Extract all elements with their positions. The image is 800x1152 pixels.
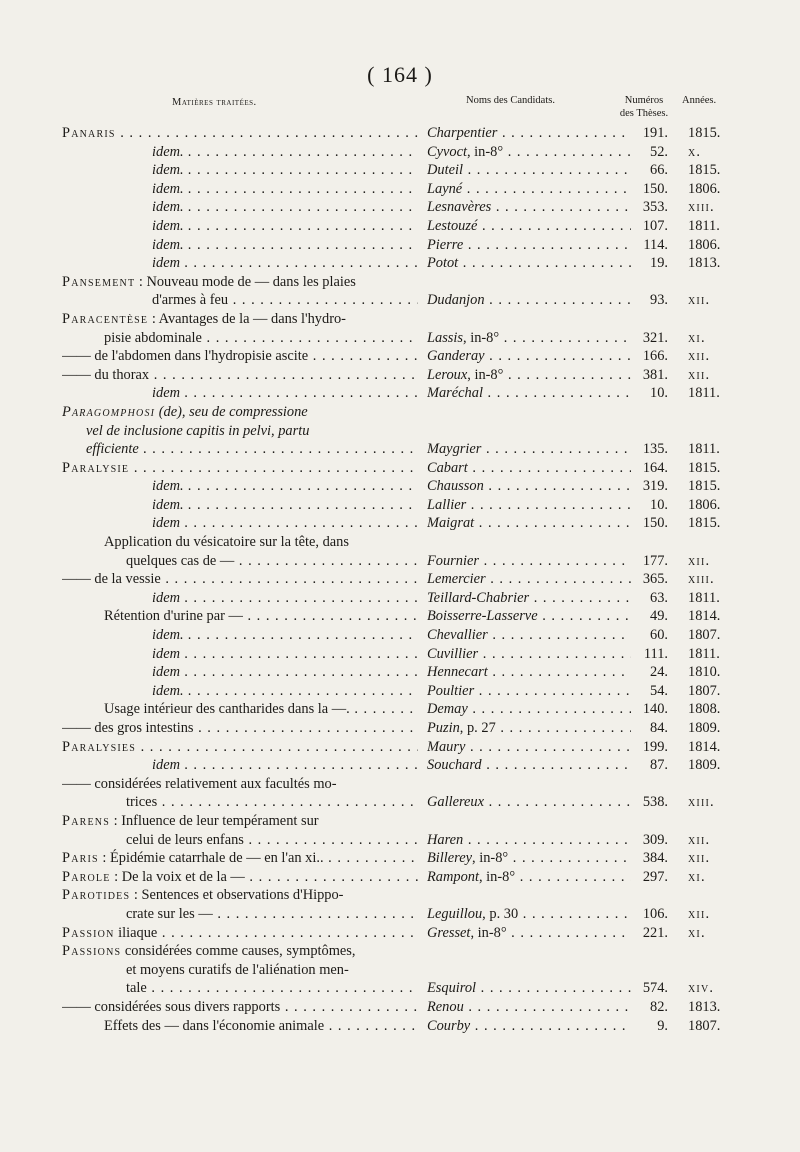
candidate-surname: Renou — [427, 998, 464, 1015]
candidate-surname: Fournier — [427, 552, 479, 569]
candidate-surname: Courby — [427, 1017, 471, 1034]
candidate-name — [427, 793, 631, 812]
thesis-number: 353. — [642, 199, 668, 216]
thesis-number: 199. — [642, 738, 668, 755]
thesis-year: 1815. — [688, 478, 721, 495]
subject-text: quelques cas de — . . . — [126, 552, 418, 571]
thesis-number: 49. — [650, 608, 668, 625]
index-row — [0, 719, 800, 738]
index-row — [0, 347, 800, 366]
subject-text: d'armes à feu . . . — [152, 291, 418, 310]
candidate-surname: Lassis — [427, 329, 463, 346]
index-row — [0, 329, 800, 348]
subject-text: idem. . . . — [152, 236, 418, 255]
subject-heading: Passions considérées comme causes, symptômes, — [62, 943, 356, 960]
thesis-number: 114. — [643, 236, 668, 253]
candidate-surname: Rampont — [427, 868, 479, 885]
candidate-name — [427, 180, 631, 199]
candidate-name — [427, 1017, 631, 1036]
candidate-format: , in-8° — [466, 143, 504, 160]
index-row — [0, 812, 800, 831]
thesis-year: 1809. — [688, 757, 721, 774]
subject-heading: Paralysie . . . — [62, 459, 418, 478]
candidate-name — [427, 477, 631, 496]
candidate-name — [427, 217, 631, 236]
thesis-year: xi. — [688, 329, 706, 346]
candidate-name — [427, 236, 631, 255]
index-row — [0, 700, 800, 719]
header-numbers — [604, 94, 684, 120]
thesis-year: 1811. — [688, 217, 720, 234]
subject-text: idem. . . . — [152, 682, 418, 701]
thesis-number: 164. — [642, 459, 668, 476]
thesis-number: 321. — [642, 329, 668, 346]
candidate-surname: Cuvillier — [427, 645, 479, 662]
candidate-surname: Haren — [427, 831, 464, 848]
candidate-name — [427, 682, 631, 701]
thesis-number: 191. — [642, 125, 668, 141]
candidate-name — [427, 998, 631, 1017]
thesis-year: 1807. — [688, 627, 721, 644]
index-row — [0, 905, 800, 924]
thesis-year: 1813. — [688, 998, 721, 1015]
candidate-name — [427, 329, 631, 348]
candidate-surname: Lestouzé — [427, 217, 478, 234]
thesis-year: 1813. — [688, 255, 721, 272]
candidate-name — [427, 124, 631, 143]
index-row — [0, 180, 800, 199]
header-numbers-line1: Numéros — [624, 95, 664, 106]
index-row — [0, 143, 800, 162]
index-row — [0, 198, 800, 217]
candidate-format: , in-8° — [467, 366, 504, 383]
candidate-surname: Maigrat — [427, 515, 475, 532]
subject-text: idem. . . . — [152, 161, 418, 180]
thesis-number: 297. — [642, 868, 668, 885]
candidate-name — [427, 905, 631, 924]
candidate-surname: Boisserre-Lasserve — [427, 608, 538, 625]
index-row — [0, 422, 800, 441]
index-row — [0, 291, 800, 310]
candidate-surname: Gresset — [427, 924, 471, 941]
thesis-number: 84. — [650, 720, 668, 736]
index-row — [0, 496, 800, 515]
thesis-year: 1809. — [688, 720, 721, 736]
candidate-name — [427, 254, 631, 273]
candidate-format: , p. 27 — [459, 720, 496, 736]
subject-text: idem. . . . — [152, 217, 418, 236]
candidate-name — [427, 607, 631, 626]
subject-text: idem . . . — [152, 756, 418, 775]
thesis-number: 93. — [650, 292, 668, 309]
index-row — [0, 236, 800, 255]
index-row — [0, 403, 800, 422]
candidate-surname: Chevallier — [427, 627, 488, 644]
thesis-number: 135. — [642, 441, 668, 458]
thesis-number: 52. — [650, 143, 668, 160]
thesis-year: 1810. — [688, 664, 721, 681]
candidate-name — [427, 459, 631, 478]
subject-text: idem . . . — [152, 384, 418, 403]
index-row — [0, 124, 800, 143]
candidate-name — [427, 384, 631, 403]
subject-text: idem. . . . — [152, 143, 418, 162]
index-row — [0, 273, 800, 292]
subject-text: et moyens curatifs de l'aliénation men- — [126, 961, 349, 978]
candidate-name — [427, 514, 631, 533]
candidate-name — [427, 626, 631, 645]
subject-text: tale . . . — [126, 979, 418, 998]
subject-heading: Passion iliaque . . . — [62, 924, 418, 943]
thesis-year: 1814. — [688, 738, 721, 755]
subject-heading: Parens : Influence de leur tempérament sur — [62, 812, 319, 829]
subject-heading: Paragomphosi (de), seu de compressione — [62, 403, 308, 420]
candidate-surname: Lallier — [427, 496, 467, 513]
thesis-number: 111. — [643, 645, 668, 662]
index-table — [0, 124, 800, 1035]
candidate-surname: Ganderay — [427, 348, 485, 365]
thesis-number: 63. — [650, 589, 668, 606]
index-row — [0, 849, 800, 868]
candidate-name — [427, 589, 631, 608]
candidate-surname: Lemercier — [427, 571, 486, 588]
subject-heading: Parotides : Sentences et observations d'Hippo- — [62, 887, 344, 904]
subject-heading: Paralysies . . . — [62, 738, 418, 757]
subject-text: —— de la vessie . . . — [62, 570, 418, 589]
candidate-surname: Charpentier — [427, 125, 498, 141]
subject-text: idem . . . — [152, 514, 418, 533]
index-row — [0, 961, 800, 980]
candidate-name — [427, 570, 631, 589]
subject-text: Rétention d'urine par — . . . — [104, 607, 418, 626]
candidate-name — [427, 831, 631, 850]
thesis-year: 1815. — [688, 162, 721, 179]
candidate-name — [427, 552, 631, 571]
candidate-name — [427, 849, 631, 868]
thesis-year: 1806. — [688, 496, 721, 513]
thesis-number: 166. — [642, 348, 668, 365]
candidate-name — [427, 291, 631, 310]
thesis-year: 1815. — [688, 125, 721, 141]
thesis-number: 309. — [642, 831, 668, 848]
thesis-number: 9. — [657, 1017, 668, 1034]
subject-text: Usage intérieur des cantharides dans la —. . . . — [104, 700, 418, 719]
index-row — [0, 663, 800, 682]
subject-text: idem . . . — [152, 663, 418, 682]
candidate-name — [427, 198, 631, 217]
thesis-number: 66. — [650, 162, 668, 179]
thesis-year: 1806. — [688, 180, 721, 197]
candidate-surname: Puzin — [427, 720, 460, 736]
thesis-year: 1811. — [688, 441, 720, 458]
thesis-year: xiii. — [688, 571, 715, 588]
thesis-year: 1807. — [688, 1017, 721, 1034]
thesis-number: 19. — [650, 255, 668, 272]
subject-text: idem . . . — [152, 254, 418, 273]
index-row — [0, 793, 800, 812]
candidate-surname: Maygrier — [427, 441, 482, 458]
candidate-surname: Potot — [427, 255, 459, 272]
subject-text: pisie abdominale . . . — [104, 329, 418, 348]
candidate-surname: Cabart — [427, 459, 468, 476]
thesis-year: xi. — [688, 868, 706, 885]
subject-text: —— considérées relativement aux facultés mo- — [62, 775, 337, 792]
index-row — [0, 384, 800, 403]
subject-text: efficiente . . . — [86, 440, 418, 459]
thesis-number: 87. — [650, 757, 668, 774]
index-row — [0, 738, 800, 757]
index-row — [0, 514, 800, 533]
subject-text: idem . . . — [152, 645, 418, 664]
thesis-number: 150. — [642, 180, 668, 197]
thesis-year: xiv. — [688, 980, 715, 997]
candidate-name — [427, 924, 631, 943]
candidate-surname: Lesnavères — [427, 199, 492, 216]
thesis-year: 1807. — [688, 682, 721, 699]
thesis-number: 384. — [642, 850, 668, 867]
candidate-surname: Layné — [427, 180, 463, 197]
candidate-name — [427, 979, 631, 998]
subject-text: —— de l'abdomen dans l'hydropisie ascite . . . — [62, 347, 418, 366]
index-row — [0, 533, 800, 552]
thesis-number: 106. — [642, 905, 668, 922]
thesis-number: 140. — [642, 701, 668, 718]
thesis-year: xii. — [688, 348, 711, 365]
index-row — [0, 756, 800, 775]
index-row — [0, 366, 800, 385]
index-row — [0, 552, 800, 571]
candidate-surname: Demay — [427, 701, 468, 718]
thesis-year: 1811. — [688, 645, 720, 662]
candidate-name — [427, 143, 631, 162]
candidate-name — [427, 645, 631, 664]
thesis-year: 1811. — [688, 385, 720, 402]
candidate-surname: Cyvoct — [427, 143, 467, 160]
thesis-year: xii. — [688, 831, 711, 848]
candidate-format: , in-8° — [472, 850, 509, 867]
candidate-surname: Hennecart — [427, 664, 488, 681]
thesis-year: 1811. — [688, 589, 720, 606]
thesis-year: xi. — [688, 924, 706, 941]
thesis-number: 54. — [650, 682, 668, 699]
subject-heading: Parole : De la voix et de la — . . . — [62, 868, 418, 887]
index-row — [0, 254, 800, 273]
subject-text: trices . . . — [126, 793, 418, 812]
thesis-year: xiii. — [688, 199, 715, 216]
subject-text: Effets des — dans l'économie animale . . . — [104, 1017, 418, 1036]
subject-heading: Pansement : Nouveau mode de — dans les plaies — [62, 273, 356, 290]
header-years: Années. — [682, 95, 717, 106]
thesis-year: 1814. — [688, 608, 721, 625]
subject-text: idem. . . . — [152, 198, 418, 217]
thesis-year: xii. — [688, 850, 711, 867]
candidate-format: , in-8° — [463, 329, 500, 346]
index-row — [0, 998, 800, 1017]
index-row — [0, 886, 800, 905]
subject-text: —— considérées sous divers rapports . . . — [62, 998, 418, 1017]
index-row — [0, 217, 800, 236]
thesis-number: 538. — [642, 794, 668, 811]
candidate-name — [427, 347, 631, 366]
subject-text: —— des gros intestins . . . — [62, 719, 418, 738]
candidate-surname: Teillard-Chabrier — [427, 589, 530, 606]
index-row — [0, 1017, 800, 1036]
candidate-surname: Souchard — [427, 757, 482, 774]
index-row — [0, 831, 800, 850]
index-row — [0, 440, 800, 459]
thesis-number: 107. — [642, 217, 668, 234]
candidate-format: , in-8° — [478, 868, 516, 885]
thesis-year: xii. — [688, 292, 711, 309]
subject-heading: Panaris . . . — [62, 124, 418, 143]
candidate-name — [427, 161, 631, 180]
subject-text: idem. . . . — [152, 496, 418, 515]
index-row — [0, 589, 800, 608]
thesis-year: 1815. — [688, 459, 721, 476]
thesis-year: 1808. — [688, 701, 721, 718]
subject-text: vel de inclusione capitis in pelvi, partu — [86, 422, 310, 439]
thesis-number: 10. — [650, 385, 668, 402]
candidate-surname: Poultier — [427, 682, 475, 699]
thesis-number: 82. — [650, 998, 668, 1015]
candidate-surname: Leroux — [427, 366, 468, 383]
index-row — [0, 682, 800, 701]
index-row — [0, 924, 800, 943]
candidate-name — [427, 366, 631, 385]
subject-text: —— du thorax . . . — [62, 366, 418, 385]
candidate-name — [427, 700, 631, 719]
candidate-name — [427, 868, 631, 887]
index-row — [0, 645, 800, 664]
thesis-number: 24. — [650, 664, 668, 681]
thesis-year: x. — [688, 143, 702, 160]
candidate-format: , p. 30 — [482, 905, 519, 922]
thesis-year: 1806. — [688, 236, 721, 253]
candidate-name — [427, 440, 631, 459]
index-row — [0, 607, 800, 626]
subject-text: idem. . . . — [152, 626, 418, 645]
subject-text: idem . . . — [152, 589, 418, 608]
thesis-number: 365. — [642, 571, 668, 588]
thesis-number: 10. — [650, 496, 668, 513]
thesis-year: 1815. — [688, 515, 721, 532]
subject-text: crate sur les — . . . — [126, 905, 418, 924]
subject-text: idem. . . . — [152, 180, 418, 199]
subject-heading: Paracentèse : Avantages de la — dans l'hydro- — [62, 310, 346, 327]
subject-text: celui de leurs enfans . . . — [126, 831, 418, 850]
candidate-surname: Leguillou — [427, 905, 483, 922]
index-row — [0, 570, 800, 589]
header-subjects: Matières traitées. — [172, 97, 257, 108]
page-number: ( 164 ) — [367, 62, 433, 87]
candidate-name — [427, 663, 631, 682]
index-row — [0, 942, 800, 961]
index-row — [0, 459, 800, 478]
index-row — [0, 477, 800, 496]
candidate-surname: Duteil — [427, 162, 463, 179]
candidate-surname: Maréchal — [427, 385, 483, 402]
candidate-surname: Dudanjon — [427, 292, 485, 309]
candidate-name — [427, 496, 631, 515]
subject-heading: Paris : Épidémie catarrhale de — en l'an xi.. . . . — [62, 849, 418, 868]
candidate-surname: Pierre — [427, 236, 464, 253]
candidate-surname: Gallereux — [427, 794, 485, 811]
candidate-surname: Chausson — [427, 478, 484, 495]
thesis-year: xii. — [688, 366, 711, 383]
candidate-surname: Maury — [427, 738, 466, 755]
index-row — [0, 775, 800, 794]
index-row — [0, 868, 800, 887]
candidate-name — [427, 756, 631, 775]
index-row — [0, 161, 800, 180]
index-row — [0, 979, 800, 998]
candidate-surname: Billerey — [427, 850, 473, 867]
thesis-number: 574. — [642, 980, 668, 997]
thesis-number: 319. — [642, 478, 668, 495]
thesis-number: 381. — [642, 366, 668, 383]
thesis-number: 221. — [642, 924, 668, 941]
candidate-name — [427, 738, 631, 757]
index-row — [0, 626, 800, 645]
thesis-number: 177. — [642, 552, 668, 569]
index-row — [0, 310, 800, 329]
subject-text: Application du vésicatoire sur la tête, dans — [104, 534, 349, 551]
thesis-year: xiii. — [688, 794, 715, 811]
candidate-format: , in-8° — [470, 924, 507, 941]
candidate-name — [427, 719, 631, 738]
thesis-number: 60. — [650, 627, 668, 644]
header-candidates: Noms des Candidats. — [466, 95, 555, 106]
thesis-number: 150. — [642, 515, 668, 532]
thesis-year: xii. — [688, 905, 711, 922]
subject-text: idem. . . . — [152, 477, 418, 496]
candidate-surname: Esquirol — [427, 980, 477, 997]
thesis-year: xii. — [688, 552, 711, 569]
header-numbers-line2: des Thèses. — [619, 108, 669, 119]
